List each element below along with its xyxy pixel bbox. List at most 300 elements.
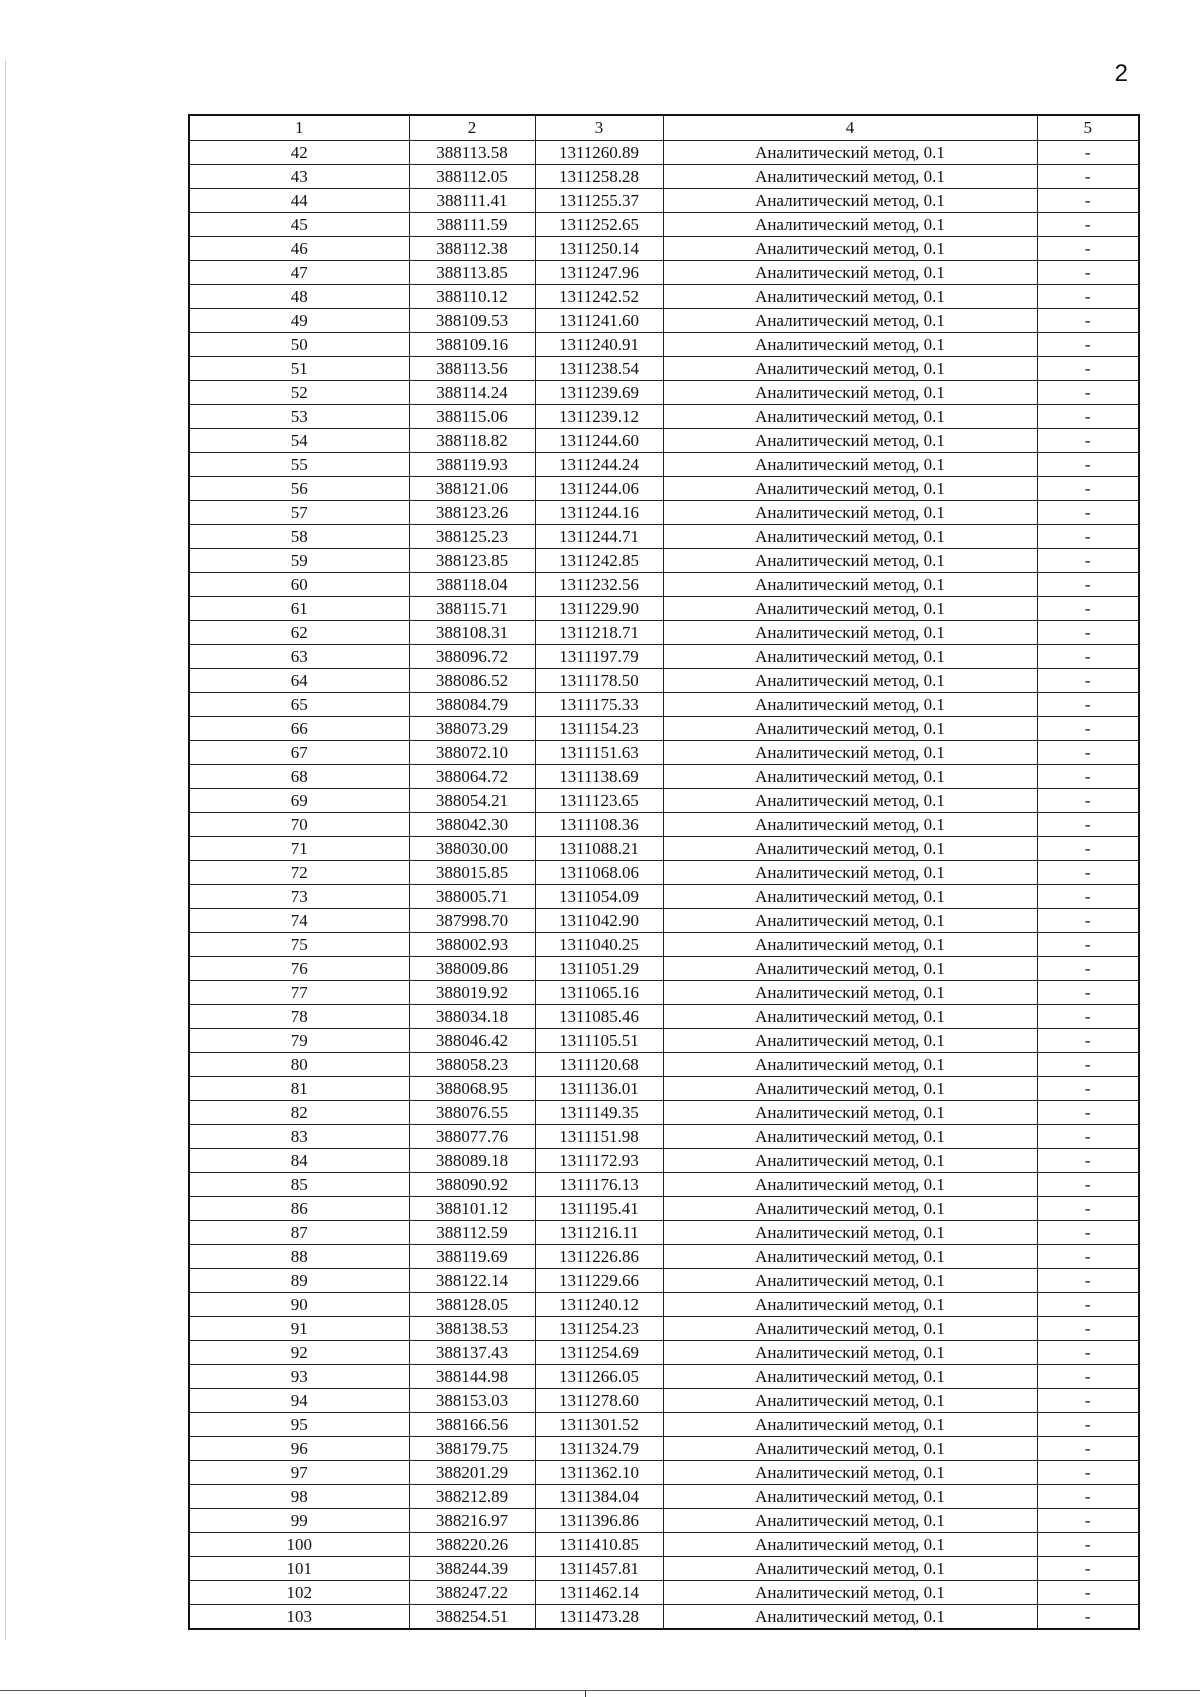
note-cell: - <box>1037 1533 1139 1557</box>
table-row <box>189 669 1139 693</box>
y-coordinate-cell: 1311197.79 <box>535 645 663 669</box>
method-cell: Аналитический метод, 0.1 <box>663 1317 1037 1341</box>
point-number-cell: 78 <box>189 1005 409 1029</box>
method-cell: Аналитический метод, 0.1 <box>663 309 1037 333</box>
y-coordinate-cell: 1311244.06 <box>535 477 663 501</box>
y-coordinate-cell: 1311384.04 <box>535 1485 663 1509</box>
table-row <box>189 1317 1139 1341</box>
method-cell: Аналитический метод, 0.1 <box>663 1149 1037 1173</box>
y-coordinate-cell: 1311226.86 <box>535 1245 663 1269</box>
point-number-cell: 72 <box>189 861 409 885</box>
y-coordinate-cell: 1311216.11 <box>535 1221 663 1245</box>
x-coordinate-cell: 388125.23 <box>409 525 535 549</box>
point-number-cell: 47 <box>189 261 409 285</box>
table-row <box>189 549 1139 573</box>
y-coordinate-cell: 1311149.35 <box>535 1101 663 1125</box>
y-coordinate-cell: 1311195.41 <box>535 1197 663 1221</box>
x-coordinate-cell: 388121.06 <box>409 477 535 501</box>
point-number-cell: 54 <box>189 429 409 453</box>
table-row <box>189 1125 1139 1149</box>
method-cell: Аналитический метод, 0.1 <box>663 645 1037 669</box>
note-cell: - <box>1037 693 1139 717</box>
method-cell: Аналитический метод, 0.1 <box>663 237 1037 261</box>
note-cell: - <box>1037 645 1139 669</box>
note-cell: - <box>1037 765 1139 789</box>
table-row <box>189 693 1139 717</box>
table-row <box>189 141 1139 165</box>
x-coordinate-cell: 388058.23 <box>409 1053 535 1077</box>
y-coordinate-cell: 1311172.93 <box>535 1149 663 1173</box>
method-cell: Аналитический метод, 0.1 <box>663 933 1037 957</box>
x-coordinate-cell: 388112.05 <box>409 165 535 189</box>
x-coordinate-cell: 388122.14 <box>409 1269 535 1293</box>
x-coordinate-cell: 388064.72 <box>409 765 535 789</box>
point-number-cell: 55 <box>189 453 409 477</box>
note-cell: - <box>1037 621 1139 645</box>
y-coordinate-cell: 1311085.46 <box>535 1005 663 1029</box>
point-number-cell: 42 <box>189 141 409 165</box>
y-coordinate-cell: 1311068.06 <box>535 861 663 885</box>
method-cell: Аналитический метод, 0.1 <box>663 189 1037 213</box>
table-row <box>189 1365 1139 1389</box>
method-cell: Аналитический метод, 0.1 <box>663 573 1037 597</box>
note-cell: - <box>1037 357 1139 381</box>
point-number-cell: 48 <box>189 285 409 309</box>
table-row <box>189 1197 1139 1221</box>
x-coordinate-cell: 388072.10 <box>409 741 535 765</box>
point-number-cell: 64 <box>189 669 409 693</box>
note-cell: - <box>1037 189 1139 213</box>
y-coordinate-cell: 1311244.24 <box>535 453 663 477</box>
x-coordinate-cell: 388009.86 <box>409 957 535 981</box>
table-row <box>189 501 1139 525</box>
point-number-cell: 63 <box>189 645 409 669</box>
table-row <box>189 621 1139 645</box>
x-coordinate-cell: 388118.82 <box>409 429 535 453</box>
table-row <box>189 765 1139 789</box>
point-number-cell: 80 <box>189 1053 409 1077</box>
method-cell: Аналитический метод, 0.1 <box>663 549 1037 573</box>
x-coordinate-cell: 388034.18 <box>409 1005 535 1029</box>
y-coordinate-cell: 1311362.10 <box>535 1461 663 1485</box>
note-cell: - <box>1037 405 1139 429</box>
table-row <box>189 789 1139 813</box>
note-cell: - <box>1037 741 1139 765</box>
method-cell: Аналитический метод, 0.1 <box>663 1101 1037 1125</box>
note-cell: - <box>1037 1173 1139 1197</box>
x-coordinate-cell: 388073.29 <box>409 717 535 741</box>
x-coordinate-cell: 388005.71 <box>409 885 535 909</box>
x-coordinate-cell: 388115.71 <box>409 597 535 621</box>
note-cell: - <box>1037 1437 1139 1461</box>
x-coordinate-cell: 388137.43 <box>409 1341 535 1365</box>
column-header-1: 1 <box>189 115 409 141</box>
table-row <box>189 1557 1139 1581</box>
note-cell: - <box>1037 1125 1139 1149</box>
note-cell: - <box>1037 213 1139 237</box>
method-cell: Аналитический метод, 0.1 <box>663 1461 1037 1485</box>
point-number-cell: 45 <box>189 213 409 237</box>
x-coordinate-cell: 387998.70 <box>409 909 535 933</box>
x-coordinate-cell: 388101.12 <box>409 1197 535 1221</box>
note-cell: - <box>1037 1389 1139 1413</box>
point-number-cell: 49 <box>189 309 409 333</box>
x-coordinate-cell: 388119.93 <box>409 453 535 477</box>
y-coordinate-cell: 1311065.16 <box>535 981 663 1005</box>
y-coordinate-cell: 1311154.23 <box>535 717 663 741</box>
note-cell: - <box>1037 501 1139 525</box>
method-cell: Аналитический метод, 0.1 <box>663 213 1037 237</box>
x-coordinate-cell: 388247.22 <box>409 1581 535 1605</box>
table-row <box>189 1605 1139 1630</box>
note-cell: - <box>1037 285 1139 309</box>
point-number-cell: 95 <box>189 1413 409 1437</box>
x-coordinate-cell: 388002.93 <box>409 933 535 957</box>
y-coordinate-cell: 1311054.09 <box>535 885 663 909</box>
note-cell: - <box>1037 885 1139 909</box>
y-coordinate-cell: 1311457.81 <box>535 1557 663 1581</box>
x-coordinate-cell: 388201.29 <box>409 1461 535 1485</box>
method-cell: Аналитический метод, 0.1 <box>663 1581 1037 1605</box>
table-row <box>189 1245 1139 1269</box>
point-number-cell: 71 <box>189 837 409 861</box>
y-coordinate-cell: 1311410.85 <box>535 1533 663 1557</box>
table-row <box>189 1389 1139 1413</box>
x-coordinate-cell: 388123.85 <box>409 549 535 573</box>
table-row <box>189 1149 1139 1173</box>
note-cell: - <box>1037 1581 1139 1605</box>
note-cell: - <box>1037 1317 1139 1341</box>
method-cell: Аналитический метод, 0.1 <box>663 285 1037 309</box>
point-number-cell: 66 <box>189 717 409 741</box>
x-coordinate-cell: 388138.53 <box>409 1317 535 1341</box>
y-coordinate-cell: 1311462.14 <box>535 1581 663 1605</box>
point-number-cell: 57 <box>189 501 409 525</box>
method-cell: Аналитический метод, 0.1 <box>663 1389 1037 1413</box>
point-number-cell: 83 <box>189 1125 409 1149</box>
table-row <box>189 1221 1139 1245</box>
note-cell: - <box>1037 1245 1139 1269</box>
x-coordinate-cell: 388115.06 <box>409 405 535 429</box>
point-number-cell: 46 <box>189 237 409 261</box>
method-cell: Аналитический метод, 0.1 <box>663 1341 1037 1365</box>
y-coordinate-cell: 1311175.33 <box>535 693 663 717</box>
table-body <box>189 141 1139 1630</box>
method-cell: Аналитический метод, 0.1 <box>663 861 1037 885</box>
x-coordinate-cell: 388109.16 <box>409 333 535 357</box>
x-coordinate-cell: 388089.18 <box>409 1149 535 1173</box>
point-number-cell: 96 <box>189 1437 409 1461</box>
note-cell: - <box>1037 1149 1139 1173</box>
note-cell: - <box>1037 381 1139 405</box>
note-cell: - <box>1037 1461 1139 1485</box>
method-cell: Аналитический метод, 0.1 <box>663 1365 1037 1389</box>
note-cell: - <box>1037 1053 1139 1077</box>
note-cell: - <box>1037 957 1139 981</box>
y-coordinate-cell: 1311324.79 <box>535 1437 663 1461</box>
note-cell: - <box>1037 1341 1139 1365</box>
note-cell: - <box>1037 525 1139 549</box>
note-cell: - <box>1037 813 1139 837</box>
method-cell: Аналитический метод, 0.1 <box>663 1293 1037 1317</box>
x-coordinate-cell: 388090.92 <box>409 1173 535 1197</box>
point-number-cell: 79 <box>189 1029 409 1053</box>
table-row <box>189 1077 1139 1101</box>
point-number-cell: 65 <box>189 693 409 717</box>
y-coordinate-cell: 1311240.12 <box>535 1293 663 1317</box>
table-row <box>189 885 1139 909</box>
method-cell: Аналитический метод, 0.1 <box>663 261 1037 285</box>
x-coordinate-cell: 388015.85 <box>409 861 535 885</box>
y-coordinate-cell: 1311178.50 <box>535 669 663 693</box>
table-row <box>189 357 1139 381</box>
point-number-cell: 51 <box>189 357 409 381</box>
table-row <box>189 1053 1139 1077</box>
method-cell: Аналитический метод, 0.1 <box>663 741 1037 765</box>
table-row <box>189 213 1139 237</box>
x-coordinate-cell: 388111.41 <box>409 189 535 213</box>
point-number-cell: 81 <box>189 1077 409 1101</box>
method-cell: Аналитический метод, 0.1 <box>663 165 1037 189</box>
point-number-cell: 60 <box>189 573 409 597</box>
x-coordinate-cell: 388019.92 <box>409 981 535 1005</box>
note-cell: - <box>1037 1029 1139 1053</box>
table-row <box>189 957 1139 981</box>
note-cell: - <box>1037 477 1139 501</box>
note-cell: - <box>1037 789 1139 813</box>
x-coordinate-cell: 388118.04 <box>409 573 535 597</box>
note-cell: - <box>1037 981 1139 1005</box>
table-row <box>189 1485 1139 1509</box>
note-cell: - <box>1037 309 1139 333</box>
point-number-cell: 75 <box>189 933 409 957</box>
note-cell: - <box>1037 573 1139 597</box>
table-row <box>189 1293 1139 1317</box>
table-row <box>189 981 1139 1005</box>
table-row <box>189 381 1139 405</box>
point-number-cell: 102 <box>189 1581 409 1605</box>
y-coordinate-cell: 1311120.68 <box>535 1053 663 1077</box>
point-number-cell: 58 <box>189 525 409 549</box>
method-cell: Аналитический метод, 0.1 <box>663 1005 1037 1029</box>
y-coordinate-cell: 1311255.37 <box>535 189 663 213</box>
table-row <box>189 453 1139 477</box>
y-coordinate-cell: 1311176.13 <box>535 1173 663 1197</box>
point-number-cell: 61 <box>189 597 409 621</box>
table-row <box>189 717 1139 741</box>
table-row <box>189 165 1139 189</box>
table-row <box>189 1173 1139 1197</box>
x-coordinate-cell: 388119.69 <box>409 1245 535 1269</box>
point-number-cell: 53 <box>189 405 409 429</box>
method-cell: Аналитический метод, 0.1 <box>663 381 1037 405</box>
scan-margin-line <box>5 60 6 1640</box>
x-coordinate-cell: 388254.51 <box>409 1605 535 1630</box>
point-number-cell: 62 <box>189 621 409 645</box>
method-cell: Аналитический метод, 0.1 <box>663 693 1037 717</box>
table-row <box>189 1509 1139 1533</box>
y-coordinate-cell: 1311254.23 <box>535 1317 663 1341</box>
note-cell: - <box>1037 933 1139 957</box>
note-cell: - <box>1037 1509 1139 1533</box>
point-number-cell: 86 <box>189 1197 409 1221</box>
table-row <box>189 861 1139 885</box>
y-coordinate-cell: 1311250.14 <box>535 237 663 261</box>
note-cell: - <box>1037 1077 1139 1101</box>
y-coordinate-cell: 1311242.85 <box>535 549 663 573</box>
method-cell: Аналитический метод, 0.1 <box>663 1173 1037 1197</box>
y-coordinate-cell: 1311040.25 <box>535 933 663 957</box>
y-coordinate-cell: 1311258.28 <box>535 165 663 189</box>
point-number-cell: 69 <box>189 789 409 813</box>
column-header-2: 2 <box>409 115 535 141</box>
method-cell: Аналитический метод, 0.1 <box>663 1485 1037 1509</box>
method-cell: Аналитический метод, 0.1 <box>663 981 1037 1005</box>
table-row <box>189 261 1139 285</box>
table-row <box>189 285 1139 309</box>
note-cell: - <box>1037 1269 1139 1293</box>
column-header-4: 4 <box>663 115 1037 141</box>
table-row <box>189 1269 1139 1293</box>
point-number-cell: 92 <box>189 1341 409 1365</box>
table-row <box>189 741 1139 765</box>
point-number-cell: 73 <box>189 885 409 909</box>
point-number-cell: 97 <box>189 1461 409 1485</box>
table-row <box>189 1101 1139 1125</box>
coordinates-table <box>188 114 1140 1630</box>
scan-tick-mark <box>585 1690 586 1697</box>
x-coordinate-cell: 388212.89 <box>409 1485 535 1509</box>
method-cell: Аналитический метод, 0.1 <box>663 621 1037 645</box>
x-coordinate-cell: 388054.21 <box>409 789 535 813</box>
y-coordinate-cell: 1311239.69 <box>535 381 663 405</box>
point-number-cell: 93 <box>189 1365 409 1389</box>
x-coordinate-cell: 388042.30 <box>409 813 535 837</box>
table-row <box>189 909 1139 933</box>
table-row <box>189 813 1139 837</box>
point-number-cell: 90 <box>189 1293 409 1317</box>
table-row <box>189 1029 1139 1053</box>
point-number-cell: 77 <box>189 981 409 1005</box>
method-cell: Аналитический метод, 0.1 <box>663 813 1037 837</box>
x-coordinate-cell: 388216.97 <box>409 1509 535 1533</box>
note-cell: - <box>1037 429 1139 453</box>
point-number-cell: 82 <box>189 1101 409 1125</box>
x-coordinate-cell: 388110.12 <box>409 285 535 309</box>
point-number-cell: 43 <box>189 165 409 189</box>
table-row <box>189 1461 1139 1485</box>
method-cell: Аналитический метод, 0.1 <box>663 1533 1037 1557</box>
table-row <box>189 933 1139 957</box>
x-coordinate-cell: 388109.53 <box>409 309 535 333</box>
x-coordinate-cell: 388086.52 <box>409 669 535 693</box>
x-coordinate-cell: 388128.05 <box>409 1293 535 1317</box>
note-cell: - <box>1037 1365 1139 1389</box>
note-cell: - <box>1037 1293 1139 1317</box>
y-coordinate-cell: 1311136.01 <box>535 1077 663 1101</box>
y-coordinate-cell: 1311123.65 <box>535 789 663 813</box>
note-cell: - <box>1037 549 1139 573</box>
method-cell: Аналитический метод, 0.1 <box>663 333 1037 357</box>
point-number-cell: 94 <box>189 1389 409 1413</box>
method-cell: Аналитический метод, 0.1 <box>663 789 1037 813</box>
note-cell: - <box>1037 141 1139 165</box>
note-cell: - <box>1037 1557 1139 1581</box>
y-coordinate-cell: 1311240.91 <box>535 333 663 357</box>
method-cell: Аналитический метод, 0.1 <box>663 957 1037 981</box>
method-cell: Аналитический метод, 0.1 <box>663 1557 1037 1581</box>
point-number-cell: 44 <box>189 189 409 213</box>
y-coordinate-cell: 1311218.71 <box>535 621 663 645</box>
point-number-cell: 68 <box>189 765 409 789</box>
y-coordinate-cell: 1311266.05 <box>535 1365 663 1389</box>
method-cell: Аналитический метод, 0.1 <box>663 717 1037 741</box>
method-cell: Аналитический метод, 0.1 <box>663 1605 1037 1630</box>
table-row <box>189 1005 1139 1029</box>
y-coordinate-cell: 1311105.51 <box>535 1029 663 1053</box>
point-number-cell: 103 <box>189 1605 409 1630</box>
y-coordinate-cell: 1311229.66 <box>535 1269 663 1293</box>
y-coordinate-cell: 1311473.28 <box>535 1605 663 1630</box>
x-coordinate-cell: 388123.26 <box>409 501 535 525</box>
note-cell: - <box>1037 597 1139 621</box>
x-coordinate-cell: 388096.72 <box>409 645 535 669</box>
y-coordinate-cell: 1311260.89 <box>535 141 663 165</box>
column-header-3: 3 <box>535 115 663 141</box>
note-cell: - <box>1037 1605 1139 1630</box>
x-coordinate-cell: 388144.98 <box>409 1365 535 1389</box>
note-cell: - <box>1037 909 1139 933</box>
note-cell: - <box>1037 1197 1139 1221</box>
point-number-cell: 101 <box>189 1557 409 1581</box>
method-cell: Аналитический метод, 0.1 <box>663 885 1037 909</box>
point-number-cell: 100 <box>189 1533 409 1557</box>
table-row <box>189 1581 1139 1605</box>
y-coordinate-cell: 1311244.16 <box>535 501 663 525</box>
y-coordinate-cell: 1311088.21 <box>535 837 663 861</box>
page-number: 2 <box>1114 60 1128 87</box>
note-cell: - <box>1037 261 1139 285</box>
x-coordinate-cell: 388108.31 <box>409 621 535 645</box>
y-coordinate-cell: 1311042.90 <box>535 909 663 933</box>
y-coordinate-cell: 1311151.63 <box>535 741 663 765</box>
x-coordinate-cell: 388166.56 <box>409 1413 535 1437</box>
point-number-cell: 67 <box>189 741 409 765</box>
table-row <box>189 1533 1139 1557</box>
point-number-cell: 74 <box>189 909 409 933</box>
y-coordinate-cell: 1311242.52 <box>535 285 663 309</box>
method-cell: Аналитический метод, 0.1 <box>663 1053 1037 1077</box>
x-coordinate-cell: 388113.85 <box>409 261 535 285</box>
method-cell: Аналитический метод, 0.1 <box>663 453 1037 477</box>
x-coordinate-cell: 388111.59 <box>409 213 535 237</box>
y-coordinate-cell: 1311229.90 <box>535 597 663 621</box>
point-number-cell: 91 <box>189 1317 409 1341</box>
table-row <box>189 573 1139 597</box>
table-row <box>189 1341 1139 1365</box>
method-cell: Аналитический метод, 0.1 <box>663 501 1037 525</box>
y-coordinate-cell: 1311244.71 <box>535 525 663 549</box>
table-row <box>189 1413 1139 1437</box>
method-cell: Аналитический метод, 0.1 <box>663 837 1037 861</box>
note-cell: - <box>1037 837 1139 861</box>
x-coordinate-cell: 388076.55 <box>409 1101 535 1125</box>
x-coordinate-cell: 388220.26 <box>409 1533 535 1557</box>
y-coordinate-cell: 1311239.12 <box>535 405 663 429</box>
table-row <box>189 309 1139 333</box>
x-coordinate-cell: 388084.79 <box>409 693 535 717</box>
method-cell: Аналитический метод, 0.1 <box>663 429 1037 453</box>
